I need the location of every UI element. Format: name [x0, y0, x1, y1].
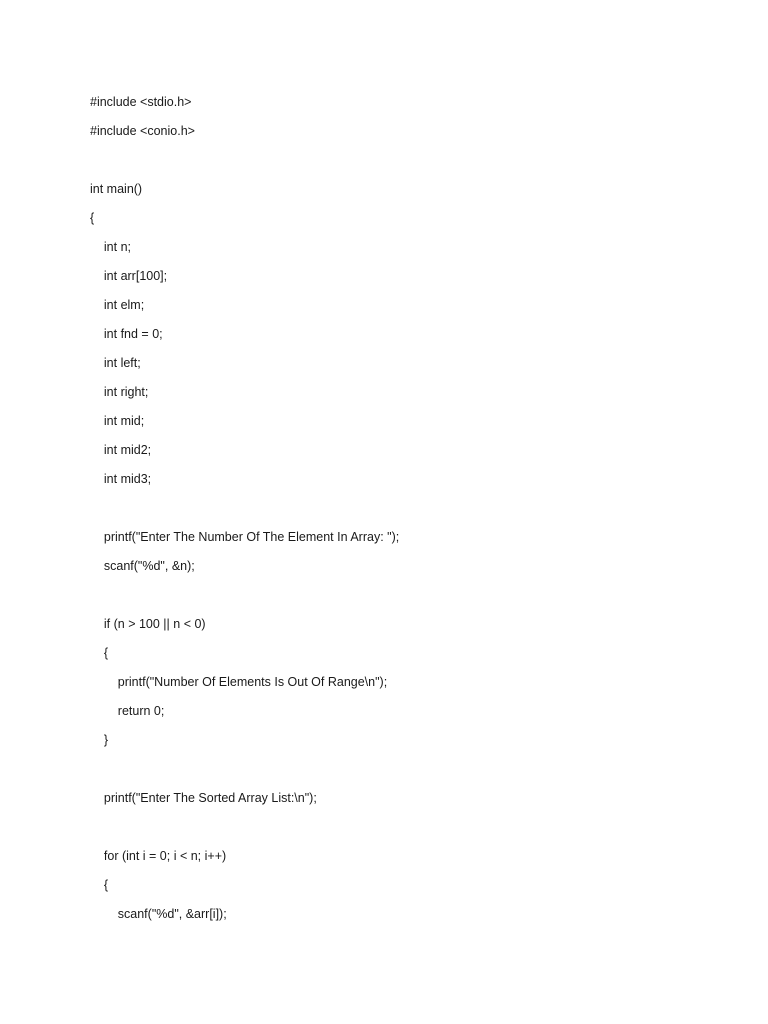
- code-line: int left;: [90, 356, 141, 370]
- code-line: int right;: [90, 385, 149, 399]
- code-line: [90, 758, 710, 787]
- code-line: scanf("%d", &arr[i]);: [90, 907, 227, 921]
- code-line: printf("Enter The Sorted Array List:\n");: [90, 791, 317, 805]
- code-line: int mid2;: [90, 443, 152, 457]
- code-line: return 0;: [90, 704, 165, 718]
- code-line: printf("Number Of Elements Is Out Of Range\n");: [90, 675, 388, 689]
- code-line: int elm;: [90, 298, 145, 312]
- code-line: int main(): [90, 182, 143, 196]
- code-line: {: [90, 878, 109, 892]
- code-line: }: [90, 733, 109, 747]
- code-listing: [90, 91, 710, 932]
- code-line: #include <conio.h>: [90, 124, 195, 138]
- code-line: printf("Enter The Number Of The Element In Array: ");: [90, 530, 400, 544]
- code-line: #include <stdio.h>: [90, 95, 192, 109]
- code-line: scanf("%d", &n);: [90, 559, 195, 573]
- code-line: int fnd = 0;: [90, 327, 163, 341]
- code-line: int mid3;: [90, 472, 152, 486]
- code-line: int arr[100];: [90, 269, 168, 283]
- code-line: if (n > 100 || n < 0): [90, 617, 206, 631]
- code-line: {: [90, 211, 95, 225]
- code-line: for (int i = 0; i < n; i++): [90, 849, 227, 863]
- code-line: {: [90, 646, 109, 660]
- code-line: [90, 584, 710, 613]
- code-line: int n;: [90, 240, 131, 254]
- code-line: [90, 149, 710, 178]
- code-line: [90, 816, 710, 845]
- code-line: [90, 497, 710, 526]
- code-line: int mid;: [90, 414, 145, 428]
